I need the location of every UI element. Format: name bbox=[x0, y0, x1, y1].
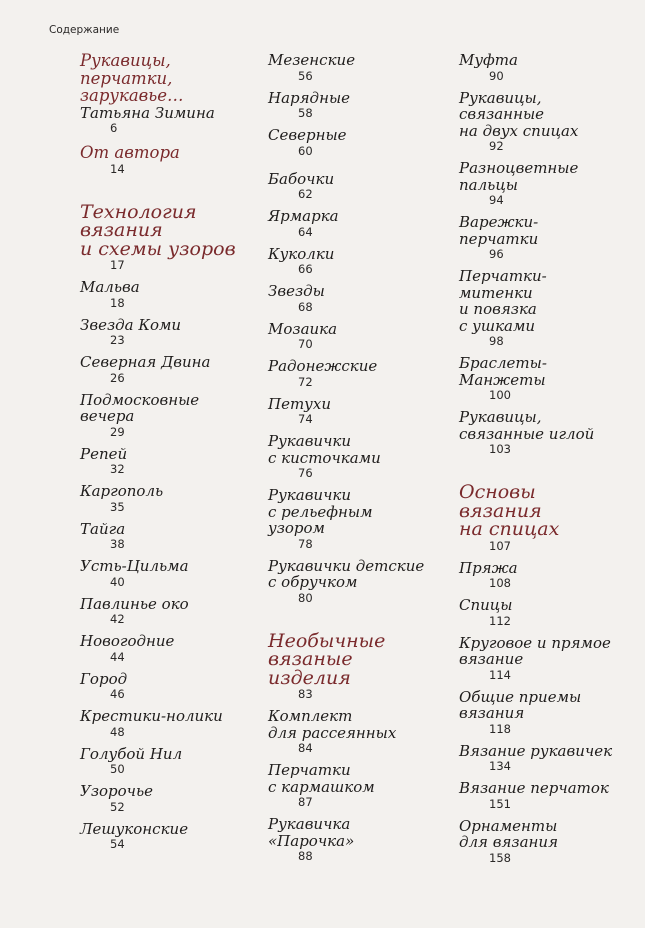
toc-entry-title: Орнаменты для вязания bbox=[459, 816, 559, 851]
toc-entry-title: Лешуконские bbox=[80, 819, 189, 838]
toc-entry-title: Звезда Коми bbox=[80, 315, 182, 334]
toc-column-3 bbox=[459, 52, 641, 866]
toc-entry-title: Репей bbox=[80, 444, 128, 463]
toc-entry-title: Усть-Цильма bbox=[80, 557, 189, 575]
toc-entry-page: 56 bbox=[298, 68, 313, 83]
toc-entry bbox=[268, 433, 453, 481]
toc-entry bbox=[268, 487, 453, 552]
toc-entry-page: 100 bbox=[489, 388, 511, 402]
toc-entry bbox=[268, 762, 453, 810]
toc-entry-page: 103 bbox=[489, 442, 511, 456]
toc-entry-page: 48 bbox=[110, 724, 125, 739]
toc-entry bbox=[459, 160, 641, 208]
toc-entry-title: Радонежские bbox=[268, 357, 378, 375]
toc-entry-title: Спицы bbox=[459, 596, 513, 614]
toc-entry-title: Каргополь bbox=[80, 482, 164, 500]
toc-entry bbox=[459, 818, 641, 866]
toc-entry-title: Перчатки- митенки и повязка с ушками bbox=[459, 267, 547, 335]
toc-entry-page: 17 bbox=[110, 258, 125, 272]
toc-entry-page: 60 bbox=[298, 143, 313, 158]
toc-entry bbox=[459, 743, 641, 775]
toc-entry bbox=[459, 780, 641, 812]
toc-entry-title: Перчатки с кармашком bbox=[268, 761, 375, 796]
toc-entry-page: 88 bbox=[298, 849, 313, 863]
toc-entry-page: 40 bbox=[110, 574, 125, 589]
toc-entry-title: Вязание перчаток bbox=[459, 779, 609, 797]
toc-entry-page: 78 bbox=[298, 536, 313, 551]
toc-entry bbox=[459, 268, 641, 349]
toc-entry-title: Необычные вязаные изделия bbox=[268, 629, 386, 689]
toc-entry bbox=[80, 483, 265, 515]
toc-entry bbox=[268, 816, 453, 864]
toc-entry-title: Город bbox=[80, 669, 128, 688]
toc-entry-title: Рукавички с рельефным узором bbox=[268, 486, 373, 537]
toc-entry-page: 72 bbox=[298, 374, 313, 389]
toc-entry-page: 70 bbox=[298, 337, 313, 351]
toc-entry bbox=[459, 214, 641, 262]
toc-entry bbox=[268, 321, 453, 353]
toc-entry bbox=[459, 409, 641, 457]
toc-entry bbox=[80, 671, 265, 703]
toc-entry bbox=[80, 521, 265, 553]
toc-entry-page: 29 bbox=[110, 424, 125, 439]
toc-entry-page: 80 bbox=[298, 590, 313, 605]
toc-entry bbox=[80, 144, 265, 177]
toc-entry-title: Крестики-нолики bbox=[80, 707, 223, 725]
toc-entry bbox=[459, 635, 641, 683]
toc-entry-page: 76 bbox=[298, 466, 313, 480]
toc-entry-title: Круговое и прямое вязание bbox=[459, 633, 611, 668]
toc-entry-page: 32 bbox=[110, 462, 125, 476]
toc-entry-page: 58 bbox=[298, 106, 313, 120]
toc-entry-title: Разноцветные пальцы bbox=[459, 159, 579, 194]
toc-entry bbox=[80, 105, 265, 137]
toc-column-2 bbox=[268, 52, 453, 864]
toc-entry-title: Новогодние bbox=[80, 632, 175, 650]
toc-entry bbox=[268, 396, 453, 428]
toc-entry-title: Мозаика bbox=[268, 319, 338, 338]
toc-entry-title: Мезенские bbox=[268, 51, 356, 69]
toc-entry-page: 38 bbox=[110, 537, 125, 551]
toc-entry bbox=[80, 708, 265, 740]
toc-entry-page: 74 bbox=[298, 412, 313, 426]
toc-entry-title: Звезды bbox=[268, 282, 325, 300]
toc-entry-page: 54 bbox=[110, 837, 125, 851]
toc-entry bbox=[80, 746, 265, 778]
toc-entry bbox=[459, 90, 641, 155]
toc-entry-title: Браслеты- Манжеты bbox=[459, 354, 547, 389]
toc-entry-page: 66 bbox=[298, 262, 313, 276]
toc-entry-page: 90 bbox=[489, 68, 504, 83]
toc-entry bbox=[80, 279, 265, 311]
toc-entry-title: Варежки- перчатки bbox=[459, 213, 539, 248]
toc-entry-page: 118 bbox=[489, 721, 511, 736]
toc-entry-title: Рукавички с кисточками bbox=[268, 432, 381, 467]
toc-entry-page: 44 bbox=[110, 649, 125, 664]
toc-entry bbox=[80, 633, 265, 665]
toc-entry-page: 107 bbox=[489, 538, 511, 553]
toc-entry-page: 26 bbox=[110, 370, 125, 385]
toc-entry-page: 94 bbox=[489, 193, 504, 207]
toc-entry bbox=[268, 558, 453, 606]
toc-entry-title: Голубой Нил bbox=[80, 744, 183, 763]
toc-entry bbox=[80, 783, 265, 815]
toc-entry bbox=[80, 596, 265, 628]
toc-entry bbox=[459, 52, 641, 84]
toc-entry-title: Подмосковные вечера bbox=[80, 390, 200, 425]
toc-entry bbox=[268, 90, 453, 122]
toc-entry-title: Тайга bbox=[80, 519, 126, 538]
toc-entry-title: Бабочки bbox=[268, 169, 335, 188]
toc-entry bbox=[459, 689, 641, 737]
toc-entry bbox=[268, 283, 453, 315]
toc-entry-title: Технология вязания и схемы узоров bbox=[80, 200, 236, 260]
toc-entry-page: 23 bbox=[110, 333, 125, 347]
toc-entry-title: Узорочье bbox=[80, 782, 154, 800]
toc-entry-title: Павлинье око bbox=[80, 594, 189, 613]
toc-entry-title: Рукавичка «Парочка» bbox=[268, 815, 355, 850]
toc-entry-page: 151 bbox=[489, 796, 511, 811]
toc-entry bbox=[459, 597, 641, 629]
toc-entry-page: 46 bbox=[110, 687, 125, 701]
toc-entry bbox=[80, 52, 265, 105]
toc-entry-page: 68 bbox=[298, 299, 313, 314]
toc-entry-page: 98 bbox=[489, 334, 504, 348]
toc-entry-title: Петухи bbox=[268, 394, 332, 413]
toc-section-heading bbox=[268, 629, 453, 703]
toc-entry bbox=[80, 446, 265, 478]
toc-entry-page: 35 bbox=[110, 499, 125, 514]
toc-entry-title: Рукавицы, связанные иглой bbox=[459, 408, 595, 443]
toc-entry-title: Муфта bbox=[459, 51, 518, 69]
toc-entry-title: Комплект для рассеянных bbox=[268, 707, 397, 742]
toc-section-heading bbox=[80, 200, 265, 274]
toc-column-1 bbox=[80, 52, 265, 852]
toc-entry-page: 50 bbox=[110, 762, 125, 776]
toc-entry-title: Основы вязания на спицах bbox=[459, 481, 560, 540]
toc-entry bbox=[268, 171, 453, 203]
toc-entry-page: 14 bbox=[110, 161, 125, 176]
toc-section-heading bbox=[459, 483, 641, 554]
toc-entry-title: Рукавицы, перчатки, зарукавье… bbox=[80, 51, 184, 105]
toc-entry-title: Северные bbox=[268, 126, 347, 144]
toc-entry bbox=[268, 127, 453, 159]
toc-entry-page: 158 bbox=[489, 850, 511, 865]
toc-entry-page: 112 bbox=[489, 613, 511, 628]
toc-entry-title: Северная Двина bbox=[80, 353, 211, 371]
toc-entry bbox=[268, 52, 453, 84]
toc-entry-title: Вязание рукавичек bbox=[459, 741, 613, 760]
toc-entry-page: 18 bbox=[110, 295, 125, 310]
toc-entry bbox=[80, 821, 265, 853]
toc-entry-page: 134 bbox=[489, 759, 511, 773]
toc-entry-title: Пряжа bbox=[459, 558, 518, 577]
page-header: Содержание bbox=[49, 24, 120, 36]
toc-entry-page: 84 bbox=[298, 741, 313, 755]
toc-entry-title: Татьяна Зимина bbox=[80, 103, 215, 122]
toc-entry-page: 92 bbox=[489, 139, 504, 153]
toc-entry-title: Куколки bbox=[268, 244, 335, 263]
toc-entry-title: От автора bbox=[80, 143, 180, 162]
toc-entry bbox=[80, 558, 265, 590]
toc-entry-page: 114 bbox=[489, 667, 511, 682]
toc-entry bbox=[268, 246, 453, 278]
toc-entry-title: Ярмарка bbox=[268, 207, 339, 225]
toc-entry bbox=[459, 355, 641, 403]
toc-entry-title: Рукавицы, связанные на двух спицах bbox=[459, 88, 579, 140]
toc-entry-title: Нарядные bbox=[268, 88, 351, 107]
toc-entry bbox=[80, 392, 265, 440]
toc-entry bbox=[268, 208, 453, 240]
toc-entry-page: 62 bbox=[298, 187, 313, 201]
toc-entry-page: 6 bbox=[110, 121, 118, 135]
toc-entry-page: 42 bbox=[110, 612, 125, 626]
toc-entry-page: 52 bbox=[110, 799, 125, 814]
toc-entry-page: 108 bbox=[489, 576, 511, 590]
toc-entry-title: Общие приемы вязания bbox=[459, 687, 582, 722]
toc-entry bbox=[80, 354, 265, 386]
toc-entry bbox=[268, 358, 453, 390]
toc-entry bbox=[459, 560, 641, 592]
toc-entry-page: 96 bbox=[489, 247, 504, 261]
toc-entry-page: 64 bbox=[298, 224, 313, 239]
toc-entry bbox=[268, 708, 453, 756]
toc-entry-page: 87 bbox=[298, 795, 313, 809]
toc-entry-title: Рукавички детские с обручком bbox=[268, 556, 425, 591]
toc-entry bbox=[80, 317, 265, 349]
toc-entry-title: Мальва bbox=[80, 278, 140, 296]
toc-entry-page: 83 bbox=[298, 687, 313, 701]
